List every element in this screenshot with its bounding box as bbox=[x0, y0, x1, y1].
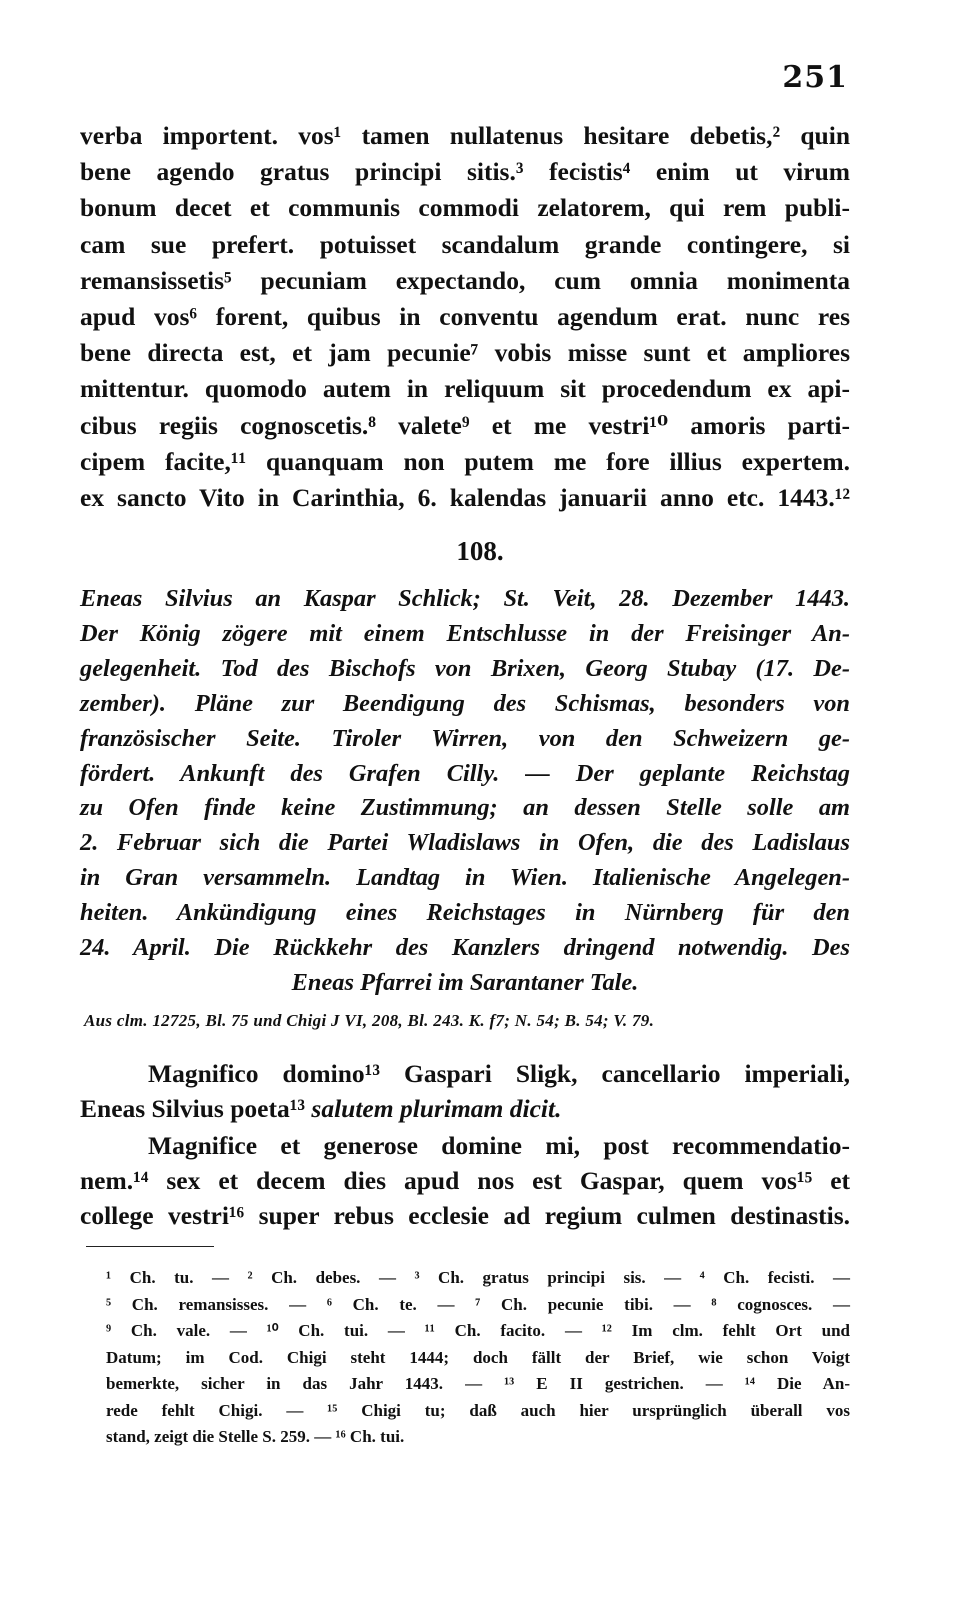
footnote-line: bemerkte, sicher in das Jahr 1443. — ¹³ E II gestrichen. — ¹⁴ Die An- bbox=[106, 1374, 850, 1393]
summary-line: fördert. Ankunft des Grafen Cilly. — Der geplante Reichstag bbox=[80, 759, 850, 787]
text-line: bene agendo gratus principi sitis.³ fecistis⁴ enim ut virum bbox=[80, 157, 850, 187]
letter-107-conclusion bbox=[80, 118, 850, 516]
text-line: cibus regiis cognoscetis.⁸ valete⁹ et me vestri¹⁰ amoris parti- bbox=[80, 410, 850, 440]
footnote-separator bbox=[86, 1246, 214, 1247]
text-line: ex sancto Vito in Carinthia, 6. kalendas januarii anno etc. 1443.¹² bbox=[80, 483, 850, 513]
text-line: remansissetis⁵ pecuniam expectando, cum omnia monimenta bbox=[80, 265, 850, 295]
summary-line: in Gran versammeln. Landtag in Wien. Italienische Angelegen- bbox=[80, 864, 850, 892]
text-line: bonum decet et communis commodi zelatorem, qui rem publi- bbox=[80, 193, 850, 223]
document-number: 108. bbox=[456, 536, 504, 566]
summary-line: 2. Februar sich die Partei Wladislaws in Ofen, die des Ladislaus bbox=[80, 829, 850, 857]
text-line: cipem facite,¹¹ quanquam non putem me fore illius expertem. bbox=[80, 446, 850, 476]
summary-line: zu Ofen finde keine Zustimmung; an dessen Stelle solle am bbox=[80, 794, 850, 822]
letter-line: nem.¹⁴ sex et decem dies apud nos est Gaspar, quem vos¹⁵ et bbox=[80, 1166, 850, 1195]
document-summary bbox=[80, 582, 850, 1001]
summary-line: zember). Pläne zur Beendigung des Schismas, besonders von bbox=[80, 689, 850, 717]
footnote-line: stand, zeigt die Stelle S. 259. — ¹⁶ Ch. tui. bbox=[106, 1427, 405, 1446]
footnote-line: ⁹ Ch. vale. — ¹⁰ Ch. tui. — ¹¹ Ch. facito. — ¹² Im clm. fehlt Ort und bbox=[106, 1321, 850, 1340]
salutation-line bbox=[80, 1091, 850, 1126]
text-line: apud vos⁶ forent, quibus in conventu agendum erat. nunc res bbox=[80, 302, 850, 332]
footnote-line: ¹ Ch. tu. — ² Ch. debes. — ³ Ch. gratus principi sis. — ⁴ Ch. fecisti. — bbox=[106, 1268, 850, 1287]
summary-line: gelegenheit. Tod des Bischofs von Brixen, Georg Stubay (17. De- bbox=[80, 654, 850, 682]
summary-line: Eneas Silvius an Kaspar Schlick; St. Veit, 28. Dezember 1443. bbox=[80, 585, 850, 612]
summary-final-line: Eneas Pfarrei im Sarantaner Tale. bbox=[291, 968, 639, 996]
summary-line: 24. April. Die Rückkehr des Kanzlers dringend notwendig. Des bbox=[80, 934, 850, 962]
salutation-sender: Eneas Silvius poeta¹³ bbox=[80, 1094, 306, 1123]
salutation-line: Magnifico domino¹³ Gaspari Sligk, cancellario imperiali, bbox=[148, 1059, 850, 1088]
summary-line: französischer Seite. Tiroler Wirren, von den Schweizern ge- bbox=[80, 724, 850, 752]
footnote-line: rede fehlt Chigi. — ¹⁵ Chigi tu; daß auch hier ursprünglich überall vos bbox=[106, 1400, 850, 1420]
salutation-greeting: salutem plurimam dicit. bbox=[311, 1094, 562, 1123]
footnote-line: Datum; im Cod. Chigi steht 1444; doch fällt der Brief, wie schon Voigt bbox=[106, 1347, 850, 1367]
summary-line: heiten. Ankündigung eines Reichstages in Nürnberg für den bbox=[80, 899, 850, 927]
text-line: bene directa est, et jam pecunie⁷ vobis misse sunt et ampliores bbox=[80, 338, 850, 368]
source-reference: Aus clm. 12725, Bl. 75 und Chigi J VI, 208, Bl. 243. K. f7; N. 54; B. 54; V. 79. bbox=[84, 1011, 655, 1030]
text-line: cam sue prefert. potuisset scandalum grande contingere, si bbox=[80, 229, 850, 259]
page-number: 251 bbox=[782, 60, 848, 95]
letter-line: Magnifice et generose domine mi, post recommendatio- bbox=[148, 1131, 850, 1160]
summary-line: Der König zögere mit einem Entschlusse in der Freisinger An- bbox=[80, 619, 850, 647]
text-line: mittentur. quomodo autem in reliquum sit procedendum ex api- bbox=[80, 374, 850, 404]
footnotes bbox=[106, 1265, 850, 1451]
letter-line: college vestri¹⁶ super rebus ecclesie ad regium culmen destinastis. bbox=[80, 1201, 850, 1230]
text-line: verba importent. vos¹ tamen nullatenus hesitare debetis,² quin bbox=[80, 121, 850, 150]
letter-108-opening bbox=[80, 1056, 850, 1233]
footnote-line: ⁵ Ch. remansisses. — ⁶ Ch. te. — ⁷ Ch. pecunie tibi. — ⁸ cognosces. — bbox=[106, 1294, 850, 1314]
